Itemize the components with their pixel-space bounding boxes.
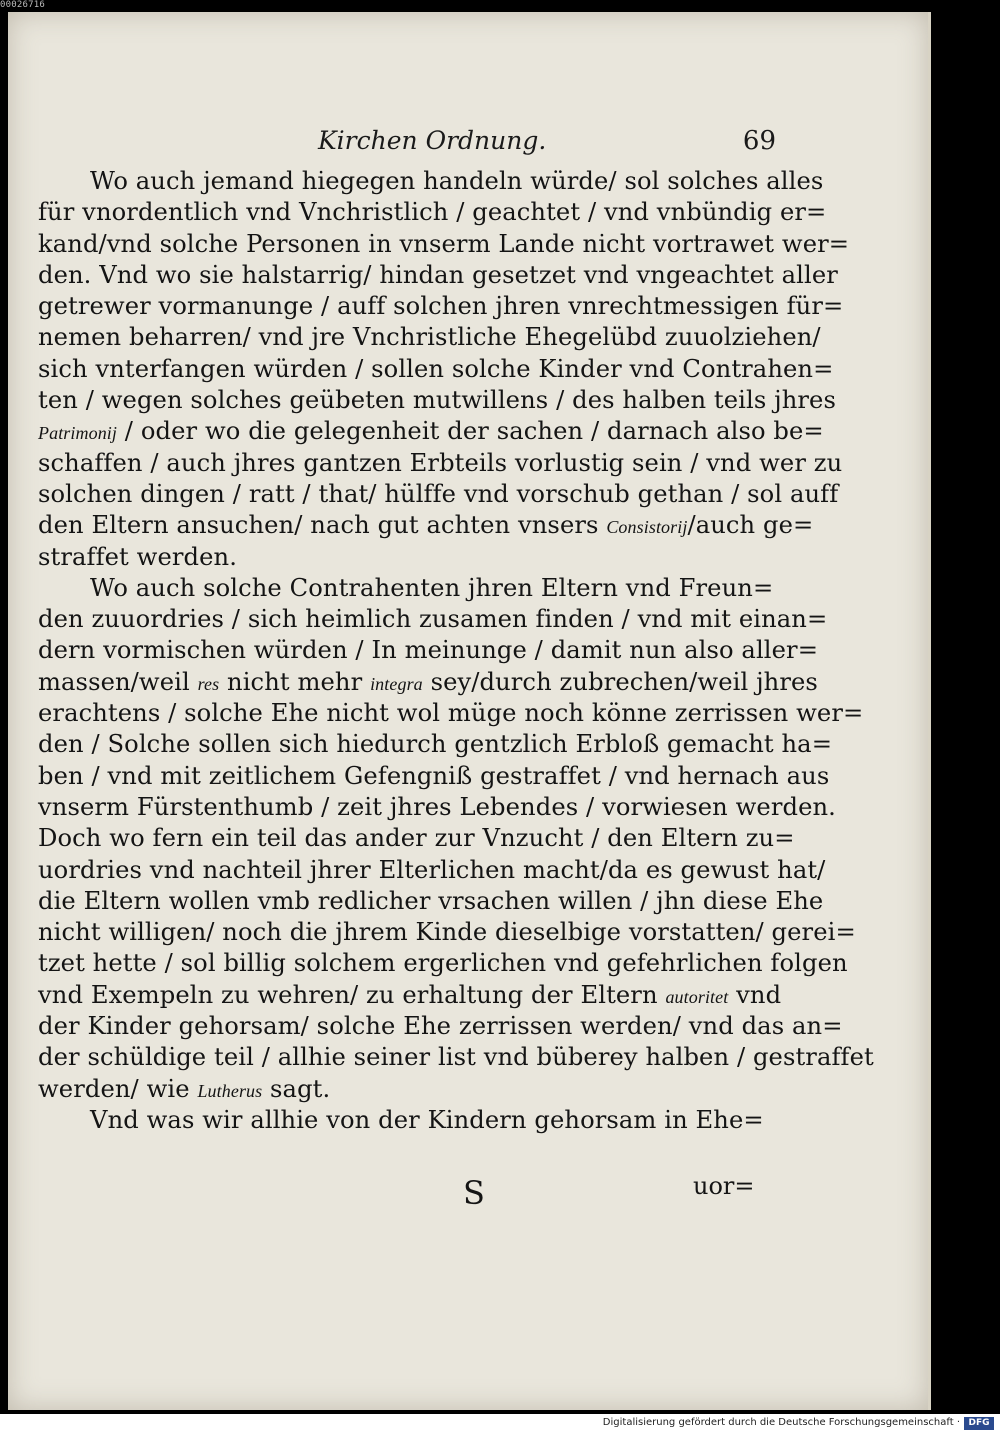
text-line [38, 980, 782, 1011]
latin-term: res [197, 673, 220, 694]
text-line [38, 416, 824, 447]
running-title: Kirchen Ordnung. [318, 126, 547, 155]
text-line [38, 1042, 874, 1073]
text-line [38, 510, 814, 541]
page-header [128, 126, 776, 162]
text-line [38, 823, 795, 854]
book-page [8, 12, 931, 1410]
text-line [38, 1105, 773, 1136]
text-segment: den zuuordries / sich heimlich zusamen finden / vnd mit einan= [38, 605, 828, 634]
text-segment: die Eltern wollen vmb redlicher vrsachen willen / jhn diese Ehe [38, 886, 824, 915]
text-segment: nemen beharren/ vnd jre Vnchristliche Ehegelübd zuuolziehen/ [38, 323, 821, 352]
latin-term: Lutherus [197, 1080, 263, 1101]
text-segment: getrewer vormanunge / auff solchen jhren vnrechtmessigen für= [38, 292, 844, 321]
text-segment: den. Vnd wo sie halstarrig/ hindan gesetzet vnd vngeachtet aller [38, 260, 838, 289]
text-line [38, 667, 818, 698]
page-number: 69 [742, 126, 776, 156]
text-line [38, 354, 834, 385]
text-segment: uordries vnd nachteil jhrer Elterlichen macht/da es gewust hat/ [38, 855, 826, 884]
text-segment: kand/vnd solche Personen in vnserm Lande nicht vortrawet wer= [38, 229, 850, 258]
scan-id: 00026716 [0, 0, 45, 10]
text-segment: Vnd was wir allhie von der Kindern gehorsam in Ehe= [90, 1105, 764, 1134]
latin-term: Patrimonij [38, 423, 118, 444]
text-line [38, 604, 828, 635]
text-segment: massen/weil [38, 667, 198, 696]
text-segment: ten / wegen solches geübeten mutwillens / des halben teils jhres [38, 386, 836, 415]
text-segment: vnserm Fürstenthumb / zeit jhres Lebendes / vorwiesen werden. [38, 792, 836, 821]
text-segment: tzet hette / sol billig solchem ergerlichen vnd gefehrlichen folgen [38, 949, 848, 978]
text-segment: der Kinder gehorsam/ solche Ehe zerrissen werden/ vnd das an= [38, 1012, 843, 1041]
text-line [38, 729, 833, 760]
text-line [38, 1074, 773, 1105]
text-segment: den Eltern ansuchen/ nach gut achten vnsers [38, 511, 607, 540]
text-line [38, 698, 864, 729]
text-segment: /auch ge= [687, 511, 814, 540]
text-line [38, 385, 836, 416]
text-segment: erachtens / solche Ehe nicht wol müge noch könne zerrissen wer= [38, 699, 864, 728]
text-line [38, 855, 826, 886]
text-segment: vnd Exempeln zu wehren/ zu erhaltung der Eltern [38, 980, 666, 1009]
text-line [38, 479, 839, 510]
funding-credit: Digitalisierung gefördert durch die Deutsche Forschungsgemeinschaft · [602, 1417, 960, 1428]
text-segment: dern vormischen würden / In meinunge / damit nun also aller= [38, 636, 819, 665]
text-segment: der schüldige teil / allhie seiner list vnd büberey halben / gestraffet [38, 1043, 874, 1072]
text-line [38, 260, 838, 291]
text-segment: nicht mehr [219, 667, 371, 696]
text-line [38, 542, 773, 573]
text-segment: sagt. [262, 1074, 331, 1103]
text-line [38, 448, 843, 479]
text-line [38, 291, 844, 322]
text-segment: werden/ wie [38, 1074, 198, 1103]
text-line [38, 166, 824, 197]
latin-term: integra [370, 673, 423, 694]
text-segment: / oder wo die gelegenheit der sachen / darnach also be= [117, 417, 824, 446]
catchword: uor= [693, 1172, 755, 1200]
text-line [38, 917, 856, 948]
text-line [38, 197, 827, 228]
dfg-logo: DFG [964, 1417, 994, 1430]
text-line [38, 886, 824, 917]
text-segment: sey/durch zubrechen/weil jhres [422, 667, 818, 696]
text-line [38, 322, 821, 353]
text-line [38, 761, 830, 792]
text-segment: sich vnterfangen würden / sollen solche Kinder vnd Contrahen= [38, 354, 834, 383]
text-segment: solchen dingen / ratt / that/ hülffe vnd vorschub gethan / sol auff [38, 479, 839, 508]
text-line [38, 1011, 843, 1042]
text-segment: Doch wo fern ein teil das ander zur Vnzucht / den Eltern zu= [38, 824, 795, 853]
text-segment: ben / vnd mit zeitlichem Gefengniß gestraffet / vnd hernach aus [38, 761, 830, 790]
footer-bar [0, 1414, 1000, 1434]
text-line [38, 573, 773, 604]
signature-mark: S [463, 1174, 485, 1212]
latin-term: autoritet [665, 986, 729, 1007]
text-segment: straffet werden. [38, 542, 237, 571]
text-line [38, 792, 836, 823]
latin-term: Consistorij [606, 517, 688, 538]
text-segment: vnd [728, 980, 782, 1009]
text-line [38, 229, 850, 260]
text-segment: nicht willigen/ noch die jhrem Kinde dieselbige vorstatten/ gerei= [38, 918, 856, 947]
text-segment: schaffen / auch jhres gantzen Erbteils vorlustig sein / vnd wer zu [38, 448, 843, 477]
body-text [38, 166, 874, 1136]
text-segment: für vnordentlich vnd Vnchristlich / geachtet / vnd vnbündig er= [38, 198, 827, 227]
text-segment: Wo auch solche Contrahenten jhren Eltern vnd Freun= [90, 573, 774, 602]
text-segment: den / Solche sollen sich hiedurch gentzlich Erbloß gemacht ha= [38, 730, 833, 759]
text-line [38, 635, 819, 666]
text-line [38, 948, 848, 979]
text-segment: Wo auch jemand hiegegen handeln würde/ sol solches alles [90, 167, 824, 195]
